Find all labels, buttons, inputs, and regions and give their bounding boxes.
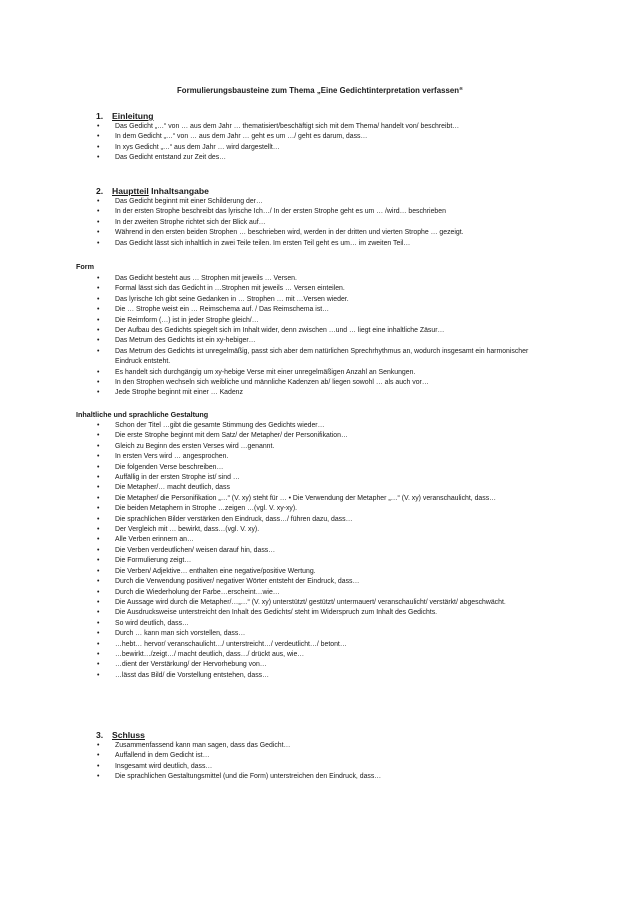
bullet-icon: •: [97, 239, 100, 247]
list-item: • In xys Gedicht „…“ aus dem Jahr … wird dargestellt…: [0, 143, 555, 153]
einleitung-list: [0, 122, 640, 164]
list-item: • In den Strophen wechseln sich weibliche und männliche Kadenzen ab/ liegen sowohl … als auch vor…: [0, 378, 555, 388]
list-item: • Die Verben verdeutlichen/ weisen darauf hin, dass…: [0, 546, 555, 556]
list-item: • Die Aussage wird durch die Metapher/…„…“ (V. xy) unterstützt/ gestützt/ untermauert/ veranschaulicht/ verstärkt/ abgeschwächt.: [0, 598, 555, 608]
bullet-icon: •: [97, 295, 100, 303]
form-heading: Form: [76, 262, 94, 271]
list-item: • Die sprachlichen Gestaltungsmittel (und die Form) unterstreichen den Eindruck, dass…: [0, 772, 555, 782]
list-item: • …lässt das Bild/ die Vorstellung entstehen, dass…: [0, 671, 555, 681]
bullet-icon: •: [97, 422, 100, 429]
section-heading-schluss: [96, 730, 145, 740]
list-item: • Der Aufbau des Gedichts spiegelt sich im Inhalt wider, denn zwischen …und … liegt eine inhaltliche Zäsur…: [0, 326, 555, 336]
bullet-icon: •: [97, 588, 100, 596]
bullet-icon: •: [97, 453, 100, 461]
list-item: • Alle Verben erinnern an…: [0, 535, 555, 545]
list-item: • Formal lässt sich das Gedicht in …Strophen mit jeweils … Versen einteilen.: [0, 284, 555, 294]
list-item: • Die Formulierung zeigt…: [0, 556, 555, 566]
list-item: • In dem Gedicht „…“ von … aus dem Jahr … geht es um …/ geht es darum, dass…: [0, 132, 555, 142]
bullet-icon: •: [97, 285, 100, 293]
bullet-icon: •: [97, 650, 100, 658]
bullet-icon: •: [97, 432, 100, 440]
section-title: Schluss: [112, 730, 145, 740]
list-item: • Die Metapher/ die Personifikation „…“ (V. xy) steht für … • Die Verwendung der Metapher „…“ (V. xy) veranschaulicht, dass…: [0, 494, 555, 504]
bullet-icon: •: [97, 773, 100, 781]
bullet-icon: •: [97, 762, 100, 770]
document-title: Formulierungsbausteine zum Thema „Eine Gedichtinterpretation verfassen“: [176, 86, 464, 95]
bullet-icon: •: [97, 368, 100, 376]
list-item: • Die Reimform (…) ist in jeder Strophe gleich/…: [0, 316, 555, 326]
list-item: • Das Gedicht „…“ von … aus dem Jahr … thematisiert/beschäftigt sich mit dem Thema/ handelt von/ beschreibt…: [0, 122, 555, 132]
bullet-icon: •: [97, 505, 100, 513]
list-item: • So wird deutlich, dass…: [0, 619, 555, 629]
bullet-icon: •: [97, 752, 100, 760]
inhaltsangabe-list: [0, 197, 640, 249]
bullet-icon: •: [97, 229, 100, 237]
list-item: • Durch die Verwendung positiver/ negativer Wörter entsteht der Eindruck, dass…: [0, 577, 555, 587]
list-item: • Das Gedicht lässt sich inhaltlich in zwei Teile teilen. Im ersten Teil geht es um… im zweiten Teil…: [0, 239, 555, 249]
bullet-icon: •: [97, 567, 100, 575]
list-item: • …dient der Verstärkung/ der Hervorhebung von…: [0, 660, 555, 670]
list-item: • Die folgenden Verse beschreiben…: [0, 463, 555, 473]
list-item: • In der ersten Strophe beschreibt das lyrische Ich…/ In der ersten Strophe geht es um … /wird… beschrieben: [0, 207, 555, 217]
bullet-icon: •: [97, 198, 100, 205]
list-item: • …bewirkt…/zeigt…/ macht deutlich, dass…/ drückt aus, wie…: [0, 650, 555, 660]
bullet-icon: •: [97, 133, 100, 141]
section-title: Hauptteil: [112, 186, 149, 196]
style-list: [0, 421, 640, 681]
bullet-icon: •: [97, 123, 100, 130]
section-heading-einleitung: [96, 111, 154, 121]
section-heading-hauptteil: [96, 186, 209, 196]
bullet-icon: •: [97, 347, 100, 355]
bullet-icon: •: [97, 546, 100, 554]
list-item: • Insgesamt wird deutlich, dass…: [0, 762, 555, 772]
bullet-icon: •: [97, 337, 100, 345]
list-item: • Durch … kann man sich vorstellen, dass…: [0, 629, 555, 639]
bullet-icon: •: [97, 742, 100, 749]
list-item: • …hebt… hervor/ veranschaulicht…/ unterstreicht…/ verdeutlicht…/ betont…: [0, 640, 555, 650]
bullet-icon: •: [97, 640, 100, 648]
style-heading: Inhaltliche und sprachliche Gestaltung: [76, 410, 209, 419]
list-item: • Die sprachlichen Bilder verstärken den Eindruck, dass…/ führen dazu, dass…: [0, 515, 555, 525]
bullet-icon: •: [97, 389, 100, 397]
list-item: • Die Verben/ Adjektive… enthalten eine negative/positive Wertung.: [0, 567, 555, 577]
bullet-icon: •: [97, 536, 100, 544]
list-item: • Die Ausdrucksweise unterstreicht den Inhalt des Gedichts/ steht im Widerspruch zum Inhalt des Gedichts.: [0, 608, 555, 618]
list-item: • Es handelt sich durchgängig um xy-hebige Verse mit einer unregelmäßigen Anzahl an Senkungen.: [0, 368, 555, 378]
section-number: 2.: [96, 186, 104, 196]
bullet-icon: •: [97, 442, 100, 450]
form-list: [0, 274, 640, 399]
bullet-icon: •: [97, 526, 100, 534]
list-item: • Die Metapher/… macht deutlich, dass: [0, 483, 555, 493]
bullet-icon: •: [97, 208, 100, 216]
list-item: • Jede Strophe beginnt mit einer … Kadenz: [0, 388, 555, 398]
list-item: • Auffallend in dem Gedicht ist…: [0, 751, 555, 761]
bullet-icon: •: [97, 143, 100, 151]
bullet-icon: •: [97, 671, 100, 679]
list-item: • Gleich zu Beginn des ersten Verses wird …genannt.: [0, 442, 555, 452]
bullet-icon: •: [97, 578, 100, 586]
list-item: • Das lyrische Ich gibt seine Gedanken in … Strophen … mit …Versen wieder.: [0, 295, 555, 305]
bullet-icon: •: [97, 484, 100, 492]
section-number: 1.: [96, 111, 104, 121]
list-item: • Auffällig in der ersten Strophe ist/ sind …: [0, 473, 555, 483]
bullet-icon: •: [97, 316, 100, 324]
list-item: • Während in den ersten beiden Strophen … beschrieben wird, werden in der dritten und vierten Strophe … gezeigt.: [0, 228, 555, 238]
list-item: • Zusammenfassend kann man sagen, dass das Gedicht…: [0, 741, 555, 751]
list-item: • In ersten Vers wird … angesprochen.: [0, 452, 555, 462]
bullet-icon: •: [97, 619, 100, 627]
bullet-icon: •: [97, 463, 100, 471]
section-subtitle: Inhaltsangabe: [148, 186, 209, 196]
list-item: • Die erste Strophe beginnt mit dem Satz/ der Metapher/ der Personifikation…: [0, 431, 555, 441]
bullet-icon: •: [97, 275, 100, 282]
list-item: • Die … Strophe weist ein … Reimschema auf. / Das Reimschema ist…: [0, 305, 555, 315]
section-number: 3.: [96, 730, 104, 740]
bullet-icon: •: [97, 494, 100, 502]
list-item: • Das Gedicht beginnt mit einer Schilderung der…: [0, 197, 555, 207]
list-item: • Die beiden Metaphern in Strophe …zeigen …(vgl. V. xy-xy).: [0, 504, 555, 514]
section-title: Einleitung: [112, 111, 154, 121]
bullet-icon: •: [97, 557, 100, 565]
bullet-icon: •: [97, 630, 100, 638]
bullet-icon: •: [97, 609, 100, 617]
list-item: • In der zweiten Strophe richtet sich der Blick auf…: [0, 218, 555, 228]
bullet-icon: •: [97, 474, 100, 482]
list-item: • Das Metrum des Gedichts ist unregelmäßig, passt sich aber dem natürlichen Sprechrhythmus an, wodurch insgesamt ein harmonischer Eindruck entsteht.: [97, 347, 529, 366]
list-item: • Schon der Titel …gibt die gesamte Stimmung des Gedichts wieder…: [0, 421, 555, 431]
bullet-icon: •: [97, 154, 100, 162]
bullet-icon: •: [97, 661, 100, 669]
list-item: • Das Gedicht entstand zur Zeit des…: [0, 153, 555, 163]
list-item: • Das Metrum des Gedichts ist ein xy-hebiger…: [0, 336, 555, 346]
list-item: • Durch die Wiederholung der Farbe…erscheint…wie…: [0, 588, 555, 598]
list-item: • Der Vergleich mit … bewirkt, dass…(vgl. V. xy).: [0, 525, 555, 535]
schluss-list: [0, 741, 640, 783]
bullet-icon: •: [97, 306, 100, 314]
bullet-icon: •: [97, 379, 100, 387]
bullet-icon: •: [97, 218, 100, 226]
list-item: • Das Gedicht besteht aus … Strophen mit jeweils … Versen.: [0, 274, 555, 284]
bullet-icon: •: [97, 515, 100, 523]
bullet-icon: •: [97, 327, 100, 335]
bullet-icon: •: [97, 598, 100, 606]
